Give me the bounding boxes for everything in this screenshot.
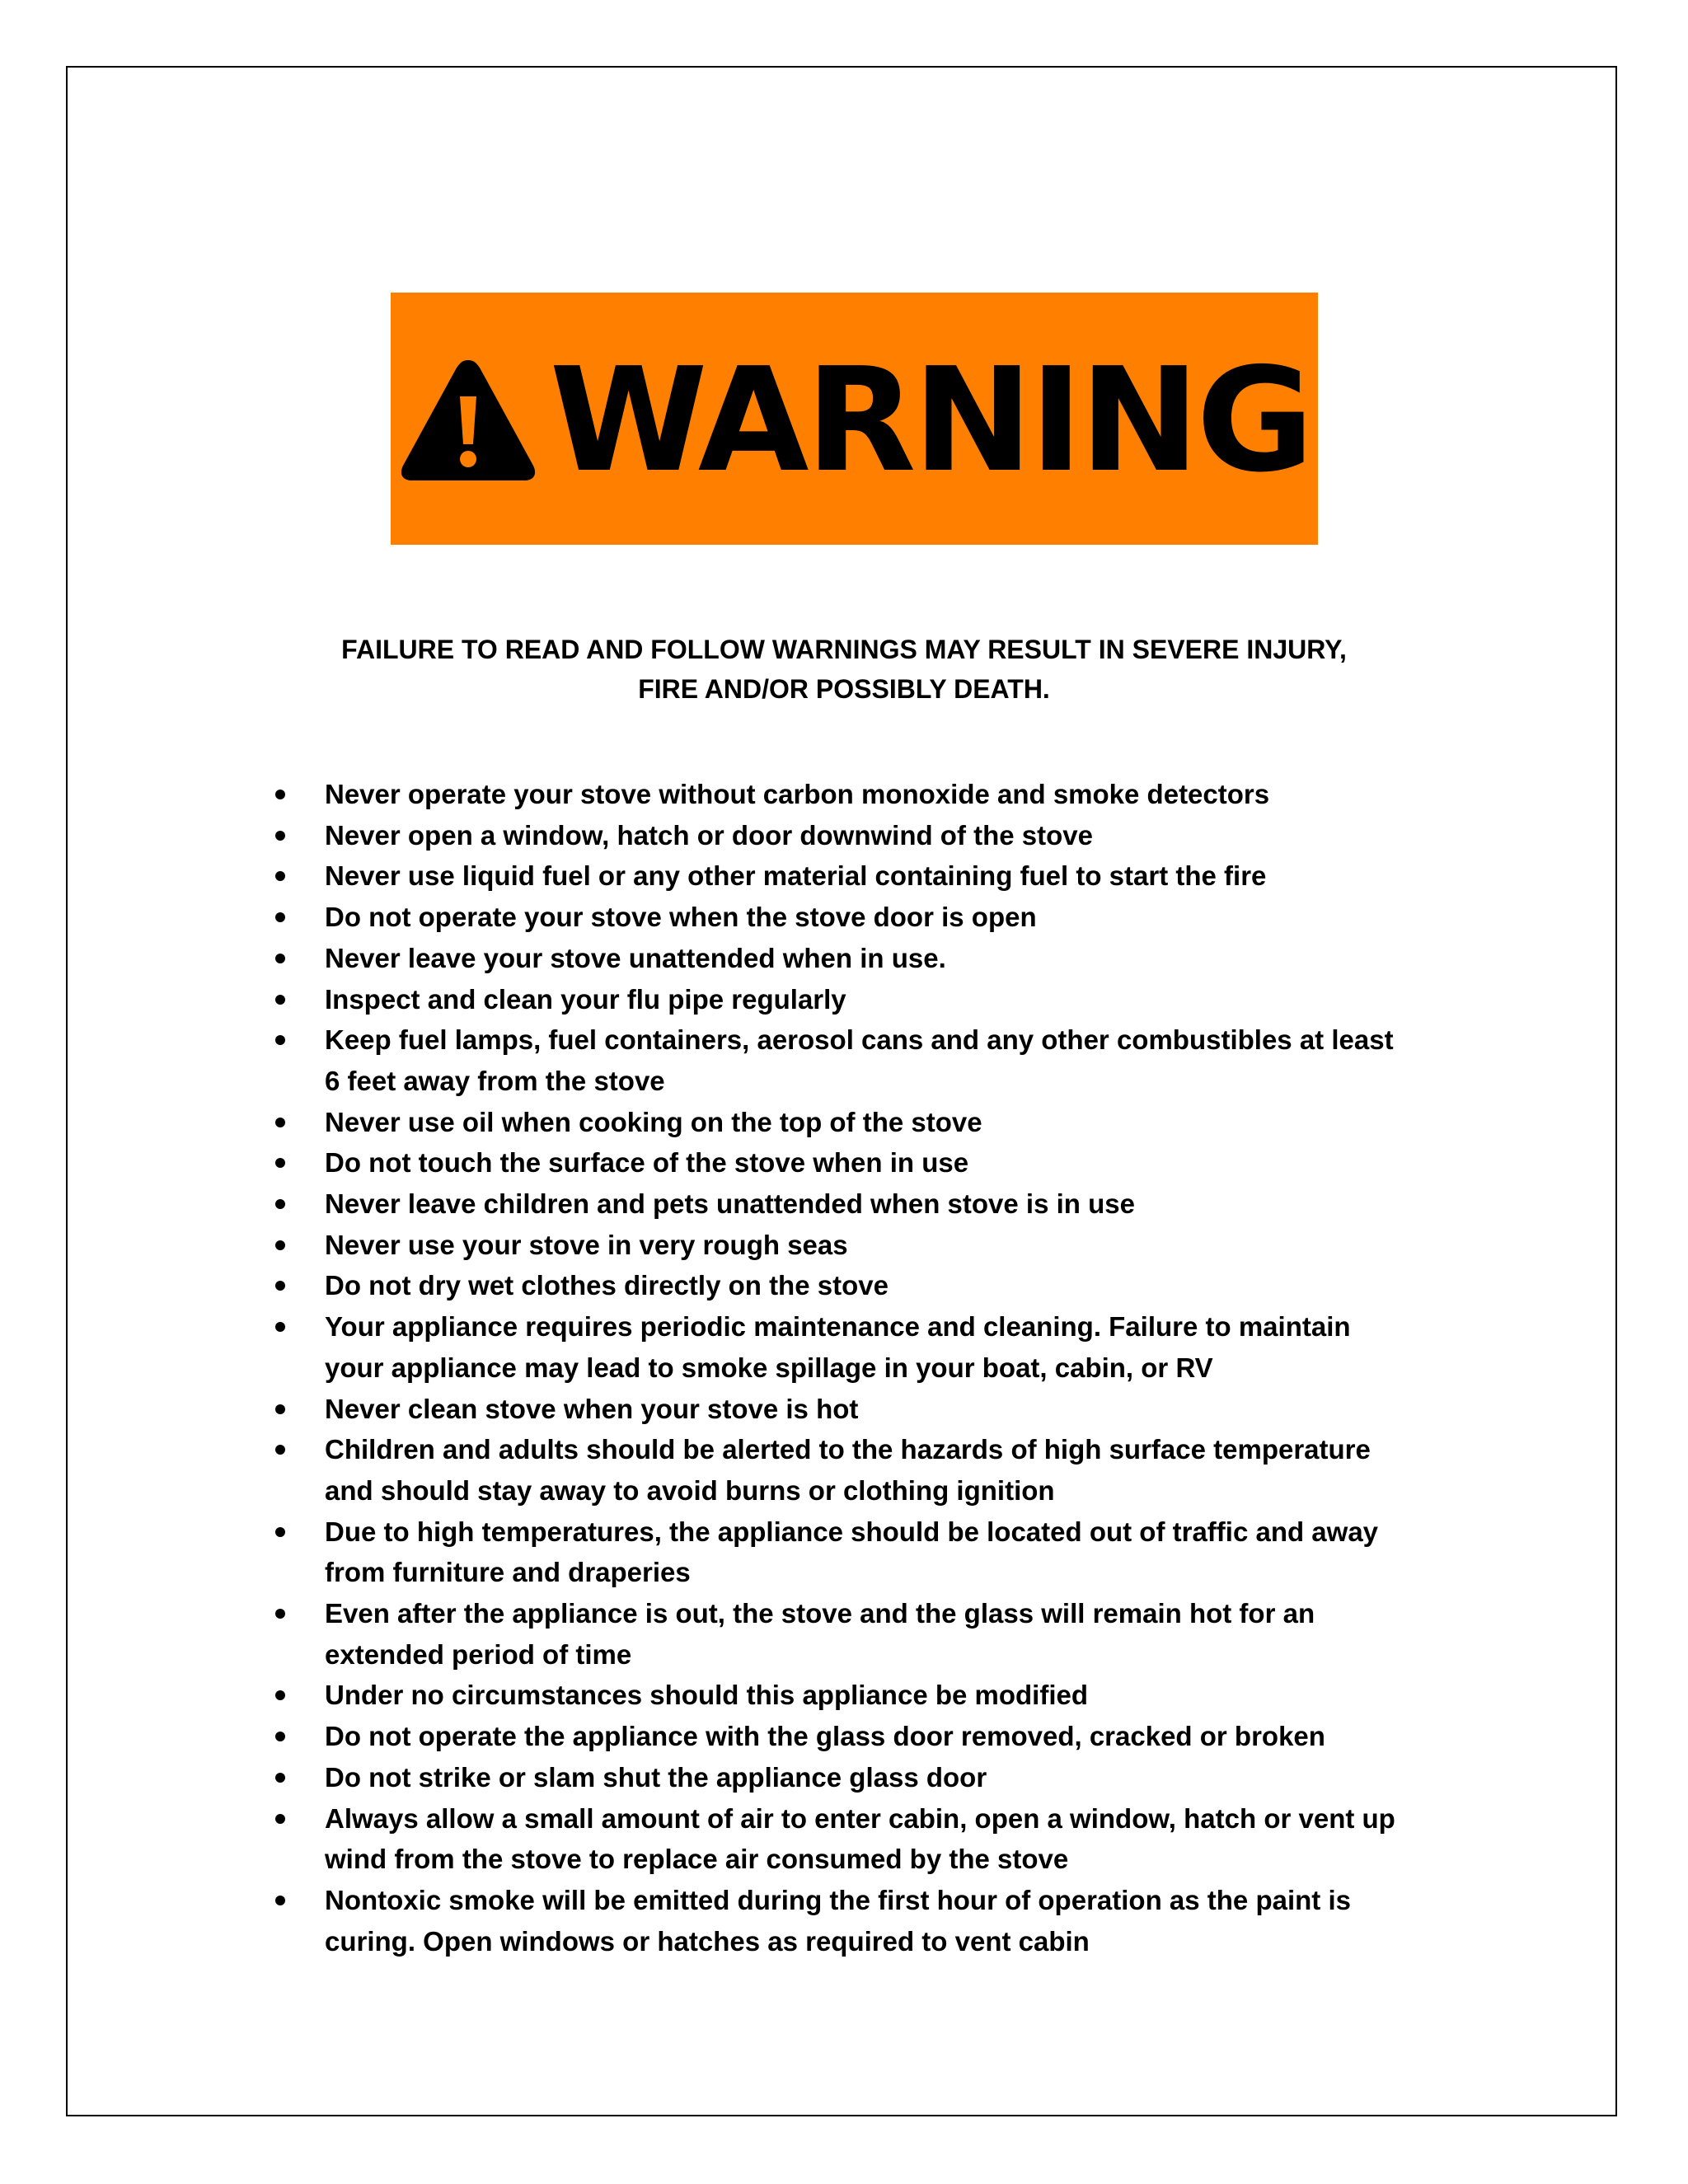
- headline-line-2: FIRE AND/OR POSSIBLY DEATH.: [638, 674, 1050, 704]
- bullet-icon: [275, 1445, 285, 1455]
- list-item: [275, 1798, 1413, 1880]
- list-item: [275, 897, 1413, 938]
- list-item-text: Never leave your stove unattended when in use.: [325, 942, 946, 973]
- list-item-text: Keep fuel lamps, fuel containers, aerosol cans and any other combustibles at least 6 feet away from the stove: [325, 1024, 1394, 1096]
- list-item: [275, 1019, 1413, 1101]
- bullet-icon: [275, 1118, 285, 1127]
- list-item: [275, 1880, 1413, 1961]
- list-item-text: Never open a window, hatch or door downwind of the stove: [325, 819, 1093, 851]
- list-item-text: Due to high temperatures, the appliance should be located out of traffic and away from furniture and draperies: [325, 1516, 1379, 1588]
- list-item-text: Never use oil when cooking on the top of the stove: [325, 1106, 982, 1137]
- list-item: [275, 1716, 1413, 1757]
- bullet-icon: [275, 1240, 285, 1250]
- list-item-text: Inspect and clean your flu pipe regularly: [325, 983, 846, 1015]
- list-item: [275, 1757, 1413, 1798]
- list-item-text: Never use your stove in very rough seas: [325, 1229, 848, 1260]
- bullet-icon: [275, 1690, 285, 1700]
- list-item: [275, 1183, 1413, 1225]
- bullet-icon: [275, 1404, 285, 1414]
- list-item: [275, 855, 1413, 897]
- list-item-text: Do not touch the surface of the stove when in use: [325, 1147, 969, 1179]
- list-item-text: Never clean stove when your stove is hot: [325, 1393, 859, 1424]
- list-item: [275, 1265, 1413, 1306]
- bullet-icon: [275, 1773, 285, 1783]
- bullet-icon: [275, 790, 285, 799]
- list-item: [275, 1225, 1413, 1266]
- list-item-text: Under no circumstances should this appliance be modified: [325, 1680, 1089, 1711]
- list-item: [275, 1102, 1413, 1143]
- list-item: [275, 815, 1413, 856]
- list-item: [275, 1429, 1413, 1511]
- warning-triangle-icon: [398, 354, 538, 485]
- bullet-icon: [275, 1732, 285, 1741]
- bullet-icon: [275, 1814, 285, 1824]
- bullet-icon: [275, 1199, 285, 1209]
- warning-banner: [391, 293, 1318, 545]
- list-item: [275, 774, 1413, 815]
- bullet-icon: [275, 1896, 285, 1905]
- bullet-icon: [275, 1158, 285, 1168]
- bullet-icon: [275, 1609, 285, 1619]
- bullet-icon: [275, 1035, 285, 1045]
- list-item-text: Nontoxic smoke will be emitted during the first hour of operation as the paint is curing. Open windows or hatches as required to vent cabin: [325, 1884, 1351, 1957]
- bullet-icon: [275, 1322, 285, 1332]
- list-item-text: Never leave children and pets unattended when stove is in use: [325, 1188, 1135, 1220]
- bullet-icon: [275, 831, 285, 841]
- warning-list: [275, 774, 1413, 1961]
- list-item: [275, 1593, 1413, 1675]
- bullet-icon: [275, 1527, 285, 1537]
- list-item-text: Do not operate the appliance with the glass door removed, cracked or broken: [325, 1721, 1325, 1752]
- list-item-text: Children and adults should be alerted to the hazards of high surface temperature and should stay away to avoid burns or clothing ignition: [325, 1434, 1371, 1506]
- list-item-text: Do not strike or slam shut the appliance glass door: [325, 1761, 987, 1793]
- headline-line-1: FAILURE TO READ AND FOLLOW WARNINGS MAY RESULT IN SEVERE INJURY,: [341, 635, 1347, 664]
- bullet-icon: [275, 954, 285, 963]
- list-item-text: Do not operate your stove when the stove door is open: [325, 902, 1037, 933]
- list-item-text: Even after the appliance is out, the stove and the glass will remain hot for an extended period of time: [325, 1598, 1315, 1670]
- list-item-text: Always allow a small amount of air to enter cabin, open a window, hatch or vent up wind from the stove to replace air consumed by the stove: [325, 1802, 1395, 1875]
- bullet-icon: [275, 995, 285, 1005]
- list-item-text: Never use liquid fuel or any other material containing fuel to start the fire: [325, 860, 1267, 892]
- list-item-text: Do not dry wet clothes directly on the stove: [325, 1270, 889, 1301]
- warning-title: WARNING: [549, 337, 1311, 504]
- list-item-text: Never operate your stove without carbon monoxide and smoke detectors: [325, 779, 1270, 809]
- list-item: [275, 979, 1413, 1020]
- list-item: [275, 1389, 1413, 1430]
- list-item: [275, 1306, 1413, 1388]
- list-item-text: Your appliance requires periodic maintenance and cleaning. Failure to maintain your appliance may lead to smoke spillage in your boat, cabin, or RV: [325, 1311, 1351, 1383]
- bullet-icon: [275, 1281, 285, 1291]
- warning-headline: [165, 630, 1523, 709]
- list-item: [275, 938, 1413, 979]
- bullet-icon: [275, 871, 285, 881]
- list-item: [275, 1511, 1413, 1593]
- list-item: [275, 1675, 1413, 1716]
- bullet-icon: [275, 912, 285, 922]
- list-item: [275, 1142, 1413, 1183]
